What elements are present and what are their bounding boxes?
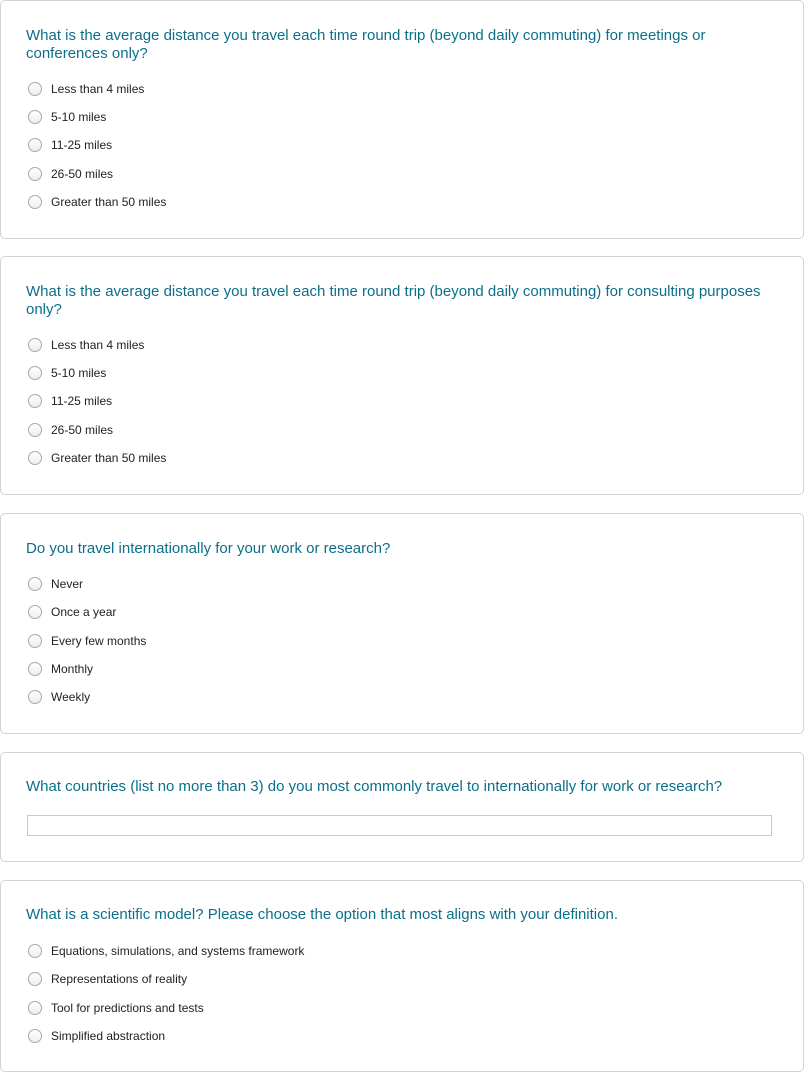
option-monthly[interactable]	[28, 660, 93, 678]
option-label: Greater than 50 miles	[51, 195, 167, 209]
countries-text-input[interactable]	[27, 815, 772, 836]
radio-button[interactable]	[28, 1029, 42, 1043]
option-26-50-miles[interactable]	[28, 421, 113, 439]
radio-button[interactable]	[28, 110, 42, 124]
option-label: 5-10 miles	[51, 110, 107, 124]
radio-button[interactable]	[28, 972, 42, 986]
question-card-meetings-distance	[0, 0, 804, 239]
option-simplified-abstraction[interactable]	[28, 1027, 165, 1045]
radio-button[interactable]	[28, 366, 42, 380]
question-card-scientific-model	[0, 880, 804, 1072]
option-greater-than-50-miles[interactable]	[28, 449, 166, 467]
option-once-a-year[interactable]	[28, 603, 116, 621]
option-label: Less than 4 miles	[51, 82, 145, 96]
question-title: What is the average distance you travel each time round trip (beyond daily commuting) for consulting purposes only?	[26, 283, 761, 318]
option-26-50-miles[interactable]	[28, 165, 113, 183]
option-5-10-miles[interactable]	[28, 108, 106, 126]
option-label: Never	[51, 577, 84, 591]
option-label: Tool for predictions and tests	[51, 1001, 204, 1015]
radio-button[interactable]	[28, 338, 42, 352]
option-11-25-miles[interactable]	[28, 392, 112, 410]
question-card-consulting-distance	[0, 256, 804, 495]
option-label: 26-50 miles	[51, 423, 114, 437]
option-label: Monthly	[51, 662, 94, 676]
radio-button[interactable]	[28, 662, 42, 676]
radio-button[interactable]	[28, 690, 42, 704]
radio-button[interactable]	[28, 167, 42, 181]
question-card-countries	[0, 752, 804, 862]
radio-button[interactable]	[28, 605, 42, 619]
option-label: 5-10 miles	[51, 366, 107, 380]
question-title: What is the average distance you travel each time round trip (beyond daily commuting) for meetings or conferences only?	[26, 27, 706, 62]
radio-button[interactable]	[28, 394, 42, 408]
radio-button[interactable]	[28, 1001, 42, 1015]
question-title: What countries (list no more than 3) do you most commonly travel to internationally for work or research?	[26, 778, 723, 795]
question-title: What is a scientific model? Please choose the option that most aligns with your definition.	[26, 906, 618, 923]
option-11-25-miles[interactable]	[28, 136, 112, 154]
option-greater-than-50-miles[interactable]	[28, 193, 166, 211]
option-label: Greater than 50 miles	[51, 451, 167, 465]
option-less-than-4-miles[interactable]	[28, 336, 144, 354]
option-label: Representations of reality	[51, 972, 188, 986]
radio-button[interactable]	[28, 138, 42, 152]
option-label: Equations, simulations, and systems framework	[51, 944, 305, 958]
option-label: Every few months	[51, 634, 147, 648]
option-label: Weekly	[51, 690, 91, 704]
radio-button[interactable]	[28, 577, 42, 591]
option-label: 11-25 miles	[51, 394, 113, 408]
option-5-10-miles[interactable]	[28, 364, 106, 382]
radio-button[interactable]	[28, 82, 42, 96]
option-label: Simplified abstraction	[51, 1029, 166, 1043]
radio-button[interactable]	[28, 634, 42, 648]
option-label: 11-25 miles	[51, 138, 113, 152]
option-tool-for-predictions[interactable]	[28, 999, 204, 1017]
option-less-than-4-miles[interactable]	[28, 80, 144, 98]
radio-button[interactable]	[28, 195, 42, 209]
option-weekly[interactable]	[28, 688, 90, 706]
radio-button[interactable]	[28, 451, 42, 465]
option-never[interactable]	[28, 575, 83, 593]
option-label: 26-50 miles	[51, 167, 114, 181]
option-every-few-months[interactable]	[28, 632, 146, 650]
option-equations-simulations[interactable]	[28, 942, 304, 960]
question-card-international-travel	[0, 513, 804, 734]
question-title: Do you travel internationally for your work or research?	[26, 540, 391, 557]
option-label: Once a year	[51, 605, 117, 619]
option-representations-of-reality[interactable]	[28, 970, 187, 988]
radio-button[interactable]	[28, 423, 42, 437]
radio-button[interactable]	[28, 944, 42, 958]
option-label: Less than 4 miles	[51, 338, 145, 352]
